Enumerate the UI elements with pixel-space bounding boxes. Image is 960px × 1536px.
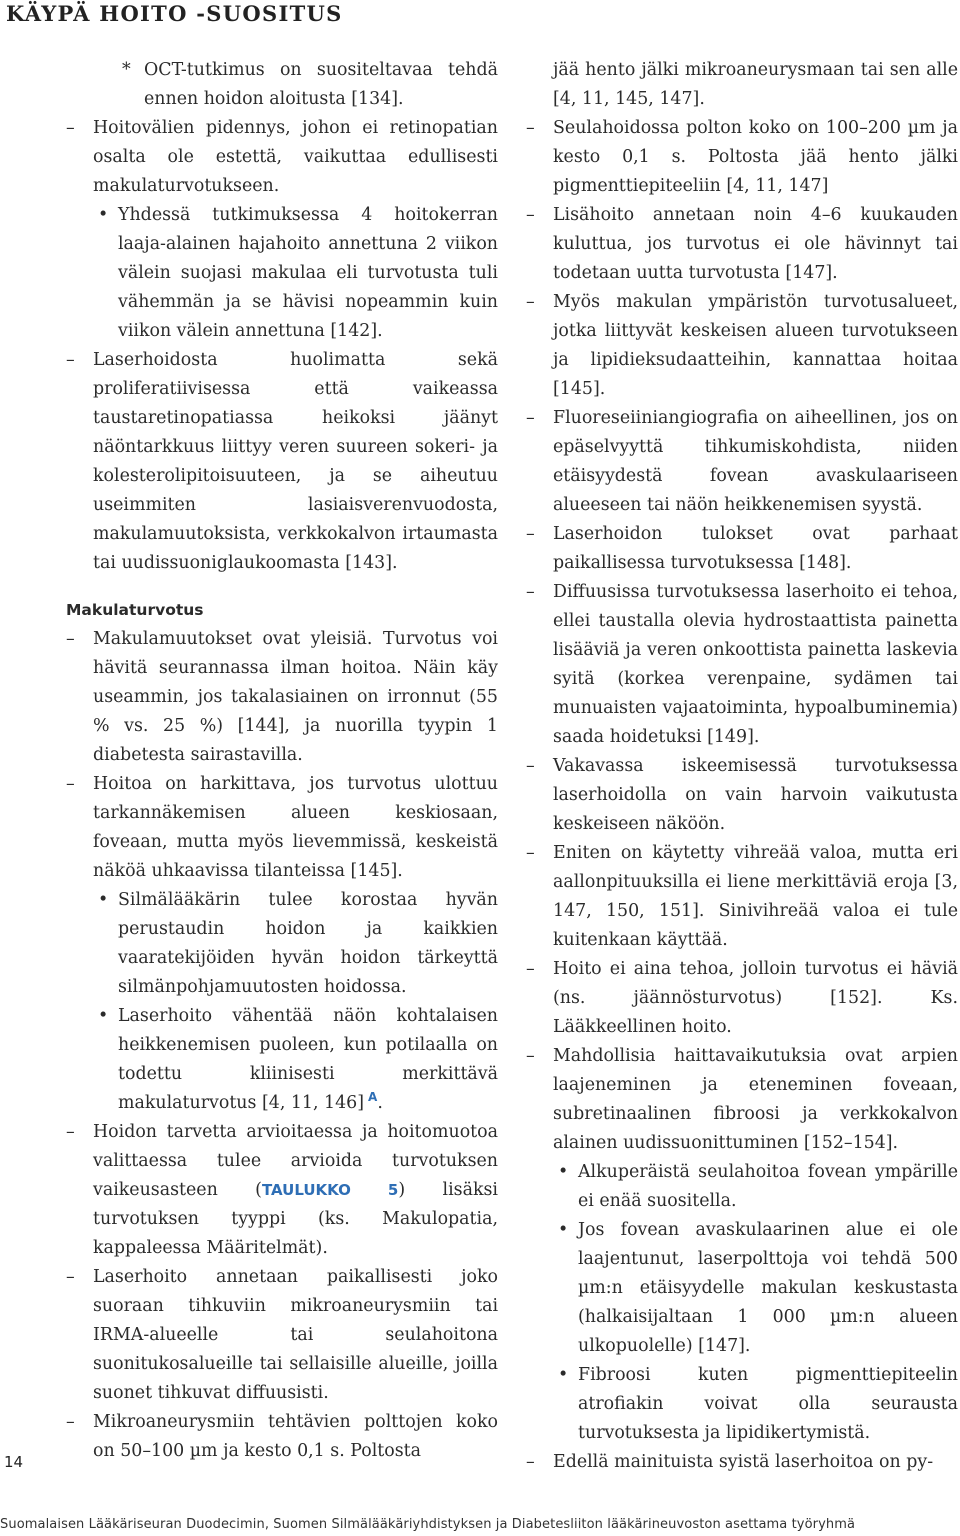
list-item [526,1158,958,1216]
list-item-text: Fibroosi kuten pigmenttiepiteelin atrofiakin voivat olla seurausta turvotuksesta ja lipidikertymistä. [578,1365,958,1443]
list-item-text: Vakavassa iskeemisessä turvotuksessa laserhoidolla on vain harvoin vaikutusta keskeiseen näköön. [553,756,958,834]
list-item [526,114,958,201]
list-item [526,752,958,839]
left-column [66,56,498,1466]
bullet-marker: • [98,1006,109,1026]
list-item-text: Hoitoa on harkittava, jos turvotus ulottuu tarkannäkemisen alueen keskiosaan, foveaan, mutta myös lievemmissä, keskeistä näköä uhkaavissa tilanteissa [145]. [93,774,498,881]
list-item [66,56,498,114]
dash-marker: – [526,582,535,602]
list-item [66,1263,498,1408]
list-item-text-part: Laserhoito vähentää näön kohtalaisen heikkenemisen puoleen, kun potilaalla on todettu kliinisesti merkittävä makulaturvotus [4, 11, 146] [118,1006,498,1113]
page-footer: Suomalaisen Lääkäriseuran Duodecimin, Suomen Silmälääkäriyhdistyksen ja Diabetesliiton lääkärineuvoston asettama työryhmä [0,1517,856,1532]
list-item [526,955,958,1042]
list-item [66,625,498,770]
list-item-text: Laserhoito annetaan paikallisesti joko suoraan tihkuviin mikroaneurysmiin tai IRMA-alueelle tai seulahoitona suonitukosalueille tai sellaisille alueille, joilla suonet tihkuvat diffuusisti. [93,1267,498,1403]
list-item-text-part: Hoidon tarvetta arvioitaessa ja hoitomuotoa valittaessa tulee arvioida turvotuksen vaikeusasteen ( [93,1122,498,1200]
list-item [526,578,958,752]
list-item-text: Mahdollisia haittavaikutuksia ovat arpien laajeneminen ja eteneminen foveaan, subretinaalinen fibroosi ja verkkokalvon alainen uudissuonittuminen [152–154]. [553,1046,958,1153]
list-item [66,114,498,201]
list-item-continued [526,56,958,114]
list-item [66,770,498,886]
list-item-text [118,1002,498,1118]
list-item [66,1002,498,1118]
list-item [66,201,498,346]
list-item [66,1118,498,1263]
list-item-text: Hoito ei aina tehoa, jolloin turvotus ei häviä (ns. jäännösturvotus) [152]. Ks. Lääkkeellinen hoito. [553,959,958,1037]
list-item-text: Edellä mainituista syistä laserhoitoa on py- [553,1452,934,1472]
list-item [526,520,958,578]
list-item-text: Mikroaneurysmiin tehtävien polttojen koko on 50–100 µm ja kesto 0,1 s. Poltosta [93,1412,498,1461]
list-item [526,1042,958,1158]
bullet-marker: • [98,890,109,910]
table-reference-link[interactable]: TAULUKKO 5 [261,1181,399,1199]
asterisk-marker: * [122,60,131,80]
bullet-marker: • [558,1162,569,1182]
dash-marker: – [66,774,75,794]
list-item-text [93,1118,498,1263]
list-item-text: Silmälääkärin tulee korostaa hyvän perustaudin hoidon ja kaikkien vaaratekijöiden hyvän hoidon tärkeyttä silmänpohjamuutosten hoidossa. [118,890,498,997]
dash-marker: – [66,1267,75,1287]
list-item-text: Hoitovälien pidennys, johon ei retinopatian osalta ole estettä, vaikuttaa edullisesti makulaturvotukseen. [93,118,498,196]
list-item-text: jää hento jälki mikroaneurysmaan tai sen alle [4, 11, 145, 147]. [553,60,958,109]
list-item-text: Jos fovean avaskulaarinen alue ei ole laajentunut, laserpolttoja voi tehdä 500 µm:n etäisyydelle makulan keskustasta (halkaisijaltaan 1 000 µm:n alueen ulkopuolelle) [147]. [578,1220,958,1356]
dash-marker: – [526,843,535,863]
dash-marker: – [526,1452,535,1472]
dash-marker: – [526,292,535,312]
list-item-text-end: . [377,1093,383,1113]
dash-marker: – [526,959,535,979]
dash-marker: – [526,756,535,776]
right-column [526,56,958,1477]
dash-marker: – [66,350,75,370]
list-item-text: Makulamuutokset ovat yleisiä. Turvotus voi hävitä seurannassa ilman hoitoa. Näin käy useammin, jos takalasiainen on irronnut (55 % vs. 25 %) [144], ja nuorilla tyypin 1 diabetesta sairastavilla. [93,629,498,765]
dash-marker: – [526,408,535,428]
section-heading: Makulaturvotus [66,601,204,619]
list-item-text: Fluoreseiiniangiografia on aiheellinen, jos on epäselvyyttä tihkumiskohdista, niiden etäisyydestä fovean avaskulaariseen alueeseen tai näön heikkenemisen syystä. [553,408,958,515]
bullet-marker: • [558,1220,569,1240]
list-item-text: Yhdessä tutkimuksessa 4 hoitokerran laaja-alainen hajahoito annettuna 2 viikon välein suojasi makulaa eli turvotusta tuli vähemmän ja se hävisi nopeammin kuin viikon välein annettuna [142]. [118,205,498,341]
list-item [526,1448,958,1477]
list-item [526,839,958,955]
list-item-text: Laserhoidon tulokset ovat parhaat paikallisessa turvotuksessa [148]. [553,524,958,573]
list-item [66,1408,498,1466]
dash-marker: – [66,118,75,138]
list-item-text: Alkuperäistä seulahoitoa fovean ympärille ei enää suositella. [578,1162,958,1211]
page-number: 14 [4,1453,24,1471]
evidence-grade-badge: A [368,1090,378,1105]
dash-marker: – [526,118,535,138]
list-item-text: Eniten on käytetty vihreää valoa, mutta eri aallonpituuksilla ei liene merkittäviä eroja [3, 147, 150, 151]. Sinivihreää valoa ei tule kuitenkaan käyttää. [553,843,958,950]
list-item [66,886,498,1002]
list-item-text: Diffuusissa turvotuksessa laserhoito ei tehoa, ellei taustalla olevia hydrostaattista painetta lisääviä ja veren onkoottista painetta laskevia syitä (korkea verenpaine, sydämen tai munuaisten vajaatoiminta, hypoalbuminemia) saada hoidetuksi [149]. [553,582,958,747]
list-item-text-part: ) lisäksi turvotuksen tyyppi (ks. Makulopatia, kappaleessa Määritelmät). [93,1180,498,1258]
dash-marker: – [526,1046,535,1066]
list-item-text: Seulahoidossa polton koko on 100–200 µm ja kesto 0,1 s. Poltosta jää hento jälki pigmenttiepiteeliin [4, 11, 147] [553,118,958,196]
list-item [526,288,958,404]
list-item-text: Lisähoito annetaan noin 4–6 kuukauden kuluttua, jos turvotus ei ole hävinnyt tai todetaan uutta turvotusta [147]. [553,205,958,283]
list-item-text: Laserhoidosta huolimatta sekä proliferatiivisessa että vaikeassa taustaretinopatiassa heikoksi jäänyt näöntarkkuus liittyy veren suureen sokeri- ja kolesterolipitoisuuteen, ja se aiheutuu useimmiten lasiaisverenvuodosta, makulamuutoksista, verkkokalvon irtaumasta tai uudissuoniglaukoomasta [143]. [93,350,498,573]
dash-marker: – [526,524,535,544]
list-item-text: Myös makulan ympäristön turvotusalueet, jotka liittyvät keskeisen alueen turvotukseen ja lipidieksudaatteihin, kannattaa hoitaa [145]. [553,292,958,399]
dash-marker: – [66,629,75,649]
dash-marker: – [66,1412,75,1432]
document-header: KÄYPÄ HOITO -SUOSITUS [6,1,343,26]
list-item [526,404,958,520]
dash-marker: – [66,1122,75,1142]
list-item [526,1216,958,1361]
dash-marker: – [526,205,535,225]
bullet-marker: • [98,205,109,225]
list-item [526,201,958,288]
list-item [526,1361,958,1448]
bullet-marker: • [558,1365,569,1385]
list-item [66,346,498,578]
list-item-text: OCT-tutkimus on suositeltavaa tehdä ennen hoidon aloitusta [134]. [144,60,498,109]
